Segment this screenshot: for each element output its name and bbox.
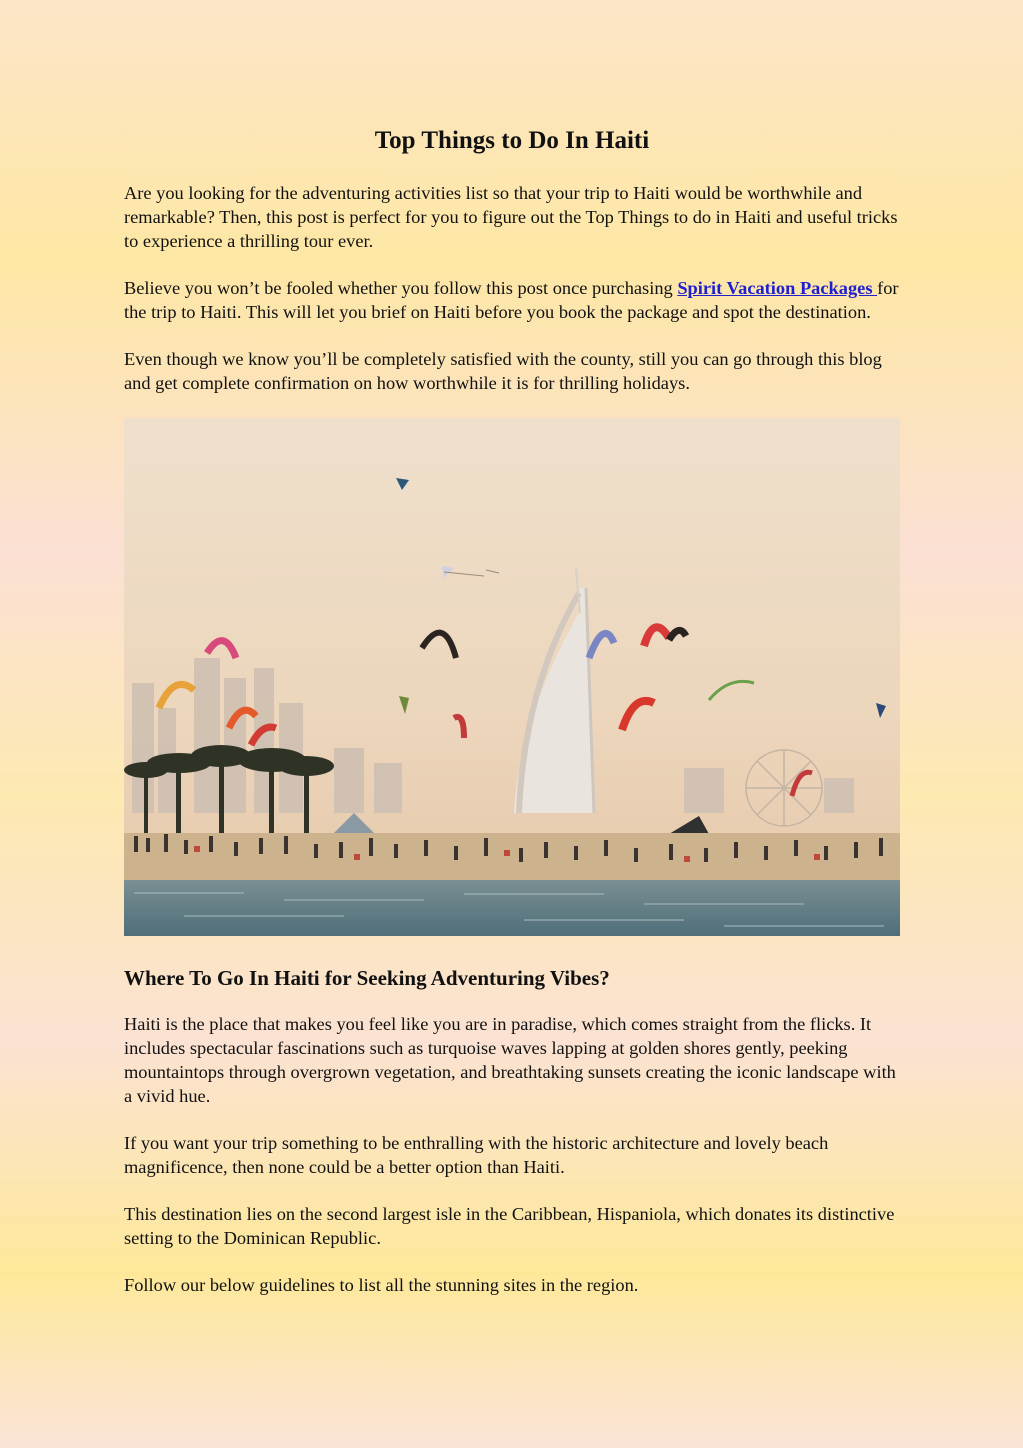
sand	[124, 833, 900, 888]
section-paragraph-4: Follow our below guidelines to list all the stunning sites in the region.	[124, 1275, 639, 1295]
beach-kites-photo	[124, 418, 900, 936]
section-paragraph-1: Haiti is the place that makes you feel like you are in paradise, which comes straight from the flicks. It includes spectacular fascinations such as turquoise waves lapping at golden shores gently, peeking mountaintops through overgrown vegetation, and breathtaking sunsets creating the iconic landscape with a vivid hue.	[124, 1014, 896, 1106]
intro-paragraph-2-start: Believe you won’t be fooled whether you follow this post once purchasing	[124, 278, 678, 298]
intro-paragraph-1: Are you looking for the adventuring activities list so that your trip to Haiti would be worthwhile and remarkable? Then, this post is perfect for you to figure out the Top Things to do in Haiti and useful tricks to experience a thrilling tour ever.	[124, 183, 898, 251]
sea	[124, 880, 900, 936]
section-heading: Where To Go In Haiti for Seeking Adventuring Vibes?	[124, 966, 610, 990]
page-title: Top Things to Do In Haiti	[374, 127, 650, 154]
section-paragraph-3: This destination lies on the second largest isle in the Caribbean, Hispaniola, which donates its distinctive setting to the Dominican Republic.	[124, 1204, 895, 1248]
spirit-vacation-packages-link[interactable]: Spirit Vacation Packages	[677, 278, 878, 298]
document-page	[124, 124, 900, 1297]
section-paragraph-2: If you want your trip something to be enthralling with the historic architecture and lovely beach magnificence, then none could be a better option than Haiti.	[124, 1133, 829, 1177]
intro-paragraph-2-end: for the trip to Haiti. This will let you brief on Haiti before you book the package and spot the destination.	[124, 278, 899, 322]
ferris-wheel	[746, 750, 822, 826]
intro-paragraph-2	[124, 276, 900, 324]
intro-paragraph-3: Even though we know you’ll be completely satisfied with the county, still you can go through this blog and get complete confirmation on how worthwhile it is for thrilling holidays.	[124, 349, 882, 393]
